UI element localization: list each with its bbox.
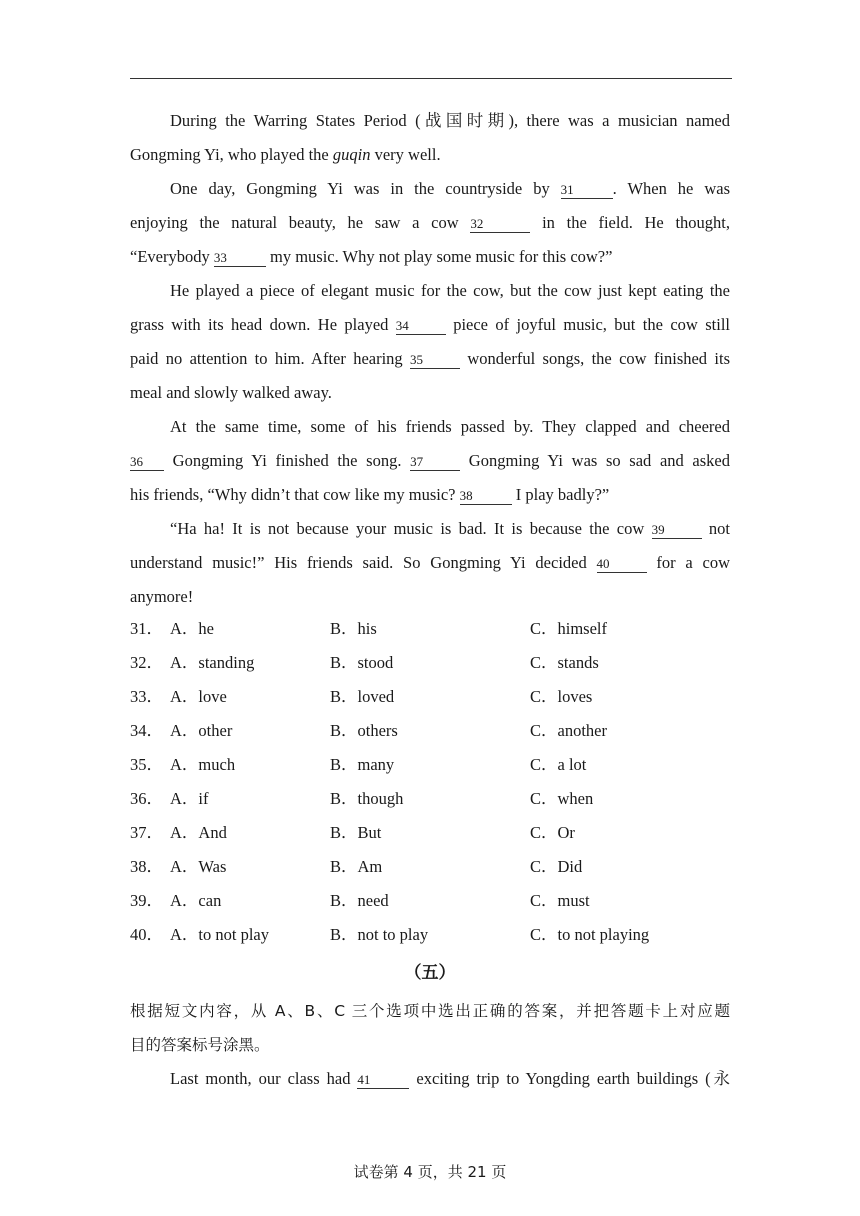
question-row bbox=[130, 918, 730, 952]
option-a[interactable]: A．can bbox=[170, 891, 222, 910]
option-c[interactable]: C．stands bbox=[530, 653, 599, 672]
option-c[interactable]: C．Did bbox=[530, 857, 583, 876]
question-number: 40． bbox=[130, 925, 163, 944]
passage-line: meal and slowly walked away. bbox=[130, 383, 332, 402]
passage-line: During the Warring States Period (战国时期), there was a musician named bbox=[170, 111, 730, 130]
section-instruction: 目的答案标号涂黑。 bbox=[130, 1036, 270, 1054]
question-row bbox=[130, 816, 730, 850]
passage-line: At the same time, some of his friends passed by. They clapped and cheered bbox=[170, 417, 730, 436]
question-number: 31． bbox=[130, 619, 163, 638]
option-b[interactable]: B．others bbox=[330, 721, 398, 740]
option-c[interactable]: C．Or bbox=[530, 823, 575, 842]
question-row bbox=[130, 850, 730, 884]
question-number: 35． bbox=[130, 755, 163, 774]
question-number: 32． bbox=[130, 653, 163, 672]
passage-line: understand music!” His friends said. So Gongming Yi decided 40 for a cow bbox=[130, 553, 730, 572]
blank-37: 37 bbox=[410, 454, 460, 471]
option-a[interactable]: A．much bbox=[170, 755, 236, 774]
question-row bbox=[130, 646, 730, 680]
question-row bbox=[130, 884, 730, 918]
option-c[interactable]: C．a lot bbox=[530, 755, 587, 774]
option-b[interactable]: B．loved bbox=[330, 687, 395, 706]
blank-33: 33 bbox=[214, 250, 266, 267]
option-b[interactable]: B．his bbox=[330, 619, 377, 638]
question-number: 39． bbox=[130, 891, 163, 910]
option-a[interactable]: A．Was bbox=[170, 857, 227, 876]
question-number: 37． bbox=[130, 823, 163, 842]
question-number: 38． bbox=[130, 857, 163, 876]
section-title: （五） bbox=[404, 963, 456, 983]
passage-line: paid no attention to him. After hearing 35 wonderful songs, the cow finished its bbox=[130, 349, 730, 368]
blank-35: 35 bbox=[410, 352, 460, 369]
option-b[interactable]: B．need bbox=[330, 891, 389, 910]
blank-39: 39 bbox=[652, 522, 702, 539]
option-a[interactable]: A．he bbox=[170, 619, 214, 638]
option-b[interactable]: B．Am bbox=[330, 857, 383, 876]
option-a[interactable]: A．standing bbox=[170, 653, 255, 672]
passage-line: 36 Gongming Yi finished the song. 37 Gongming Yi was so sad and asked bbox=[130, 451, 730, 470]
option-b[interactable]: B．stood bbox=[330, 653, 394, 672]
passage-line: his friends, “Why didn’t that cow like my music? 38 I play badly?” bbox=[130, 485, 610, 504]
question-number: 33． bbox=[130, 687, 163, 706]
question-row bbox=[130, 680, 730, 714]
option-b[interactable]: B．many bbox=[330, 755, 395, 774]
option-c[interactable]: C．loves bbox=[530, 687, 593, 706]
option-c[interactable]: C．another bbox=[530, 721, 607, 740]
option-c[interactable]: C．when bbox=[530, 789, 594, 808]
header-rule bbox=[130, 78, 732, 79]
blank-34: 34 bbox=[396, 318, 446, 335]
option-b[interactable]: B．not to play bbox=[330, 925, 429, 944]
question-row bbox=[130, 748, 730, 782]
passage-line: Gongming Yi, who played the guqin very well. bbox=[130, 145, 441, 164]
passage-line: “Everybody 33 my music. Why not play some music for this cow?” bbox=[130, 247, 613, 266]
passage-line: “Ha ha! It is not because your music is bad. It is because the cow 39 not bbox=[170, 519, 730, 538]
option-a[interactable]: A．And bbox=[170, 823, 227, 842]
question-number: 34． bbox=[130, 721, 163, 740]
section-instruction: 根据短文内容，从 A、B、C 三个选项中选出正确的答案，并把答题卡上对应题 bbox=[130, 1002, 730, 1020]
option-c[interactable]: C．himself bbox=[530, 619, 607, 638]
passage-line: anymore! bbox=[130, 587, 194, 606]
question-row bbox=[130, 782, 730, 816]
blank-40: 40 bbox=[597, 556, 647, 573]
passage-line: enjoying the natural beauty, he saw a cow 32 in the field. He thought, bbox=[130, 213, 730, 232]
option-a[interactable]: A．to not play bbox=[170, 925, 269, 944]
option-b[interactable]: B．though bbox=[330, 789, 404, 808]
passage-line: grass with its head down. He played 34 piece of joyful music, but the cow still bbox=[130, 315, 730, 334]
passage-line: Last month, our class had 41 exciting trip to Yongding earth buildings (永 bbox=[170, 1069, 731, 1088]
option-b[interactable]: B．But bbox=[330, 823, 382, 842]
question-number: 36． bbox=[130, 789, 163, 808]
passage-line: One day, Gongming Yi was in the countryside by 31 . When he was bbox=[170, 179, 730, 198]
option-a[interactable]: A．if bbox=[170, 789, 209, 808]
option-a[interactable]: A．love bbox=[170, 687, 227, 706]
page-footer: 试卷第 4 页，共 21 页 bbox=[353, 1163, 507, 1181]
blank-31: 31 bbox=[561, 182, 613, 199]
option-c[interactable]: C．to not playing bbox=[530, 925, 650, 944]
blank-36: 36 bbox=[130, 454, 164, 471]
question-row bbox=[130, 714, 730, 748]
option-a[interactable]: A．other bbox=[170, 721, 233, 740]
blank-32: 32 bbox=[470, 216, 530, 233]
passage-line: He played a piece of elegant music for the cow, but the cow just kept eating the bbox=[170, 281, 730, 300]
question-row bbox=[130, 612, 730, 646]
blank-41: 41 bbox=[357, 1072, 409, 1089]
blank-38: 38 bbox=[460, 488, 512, 505]
option-c[interactable]: C．must bbox=[530, 891, 590, 910]
